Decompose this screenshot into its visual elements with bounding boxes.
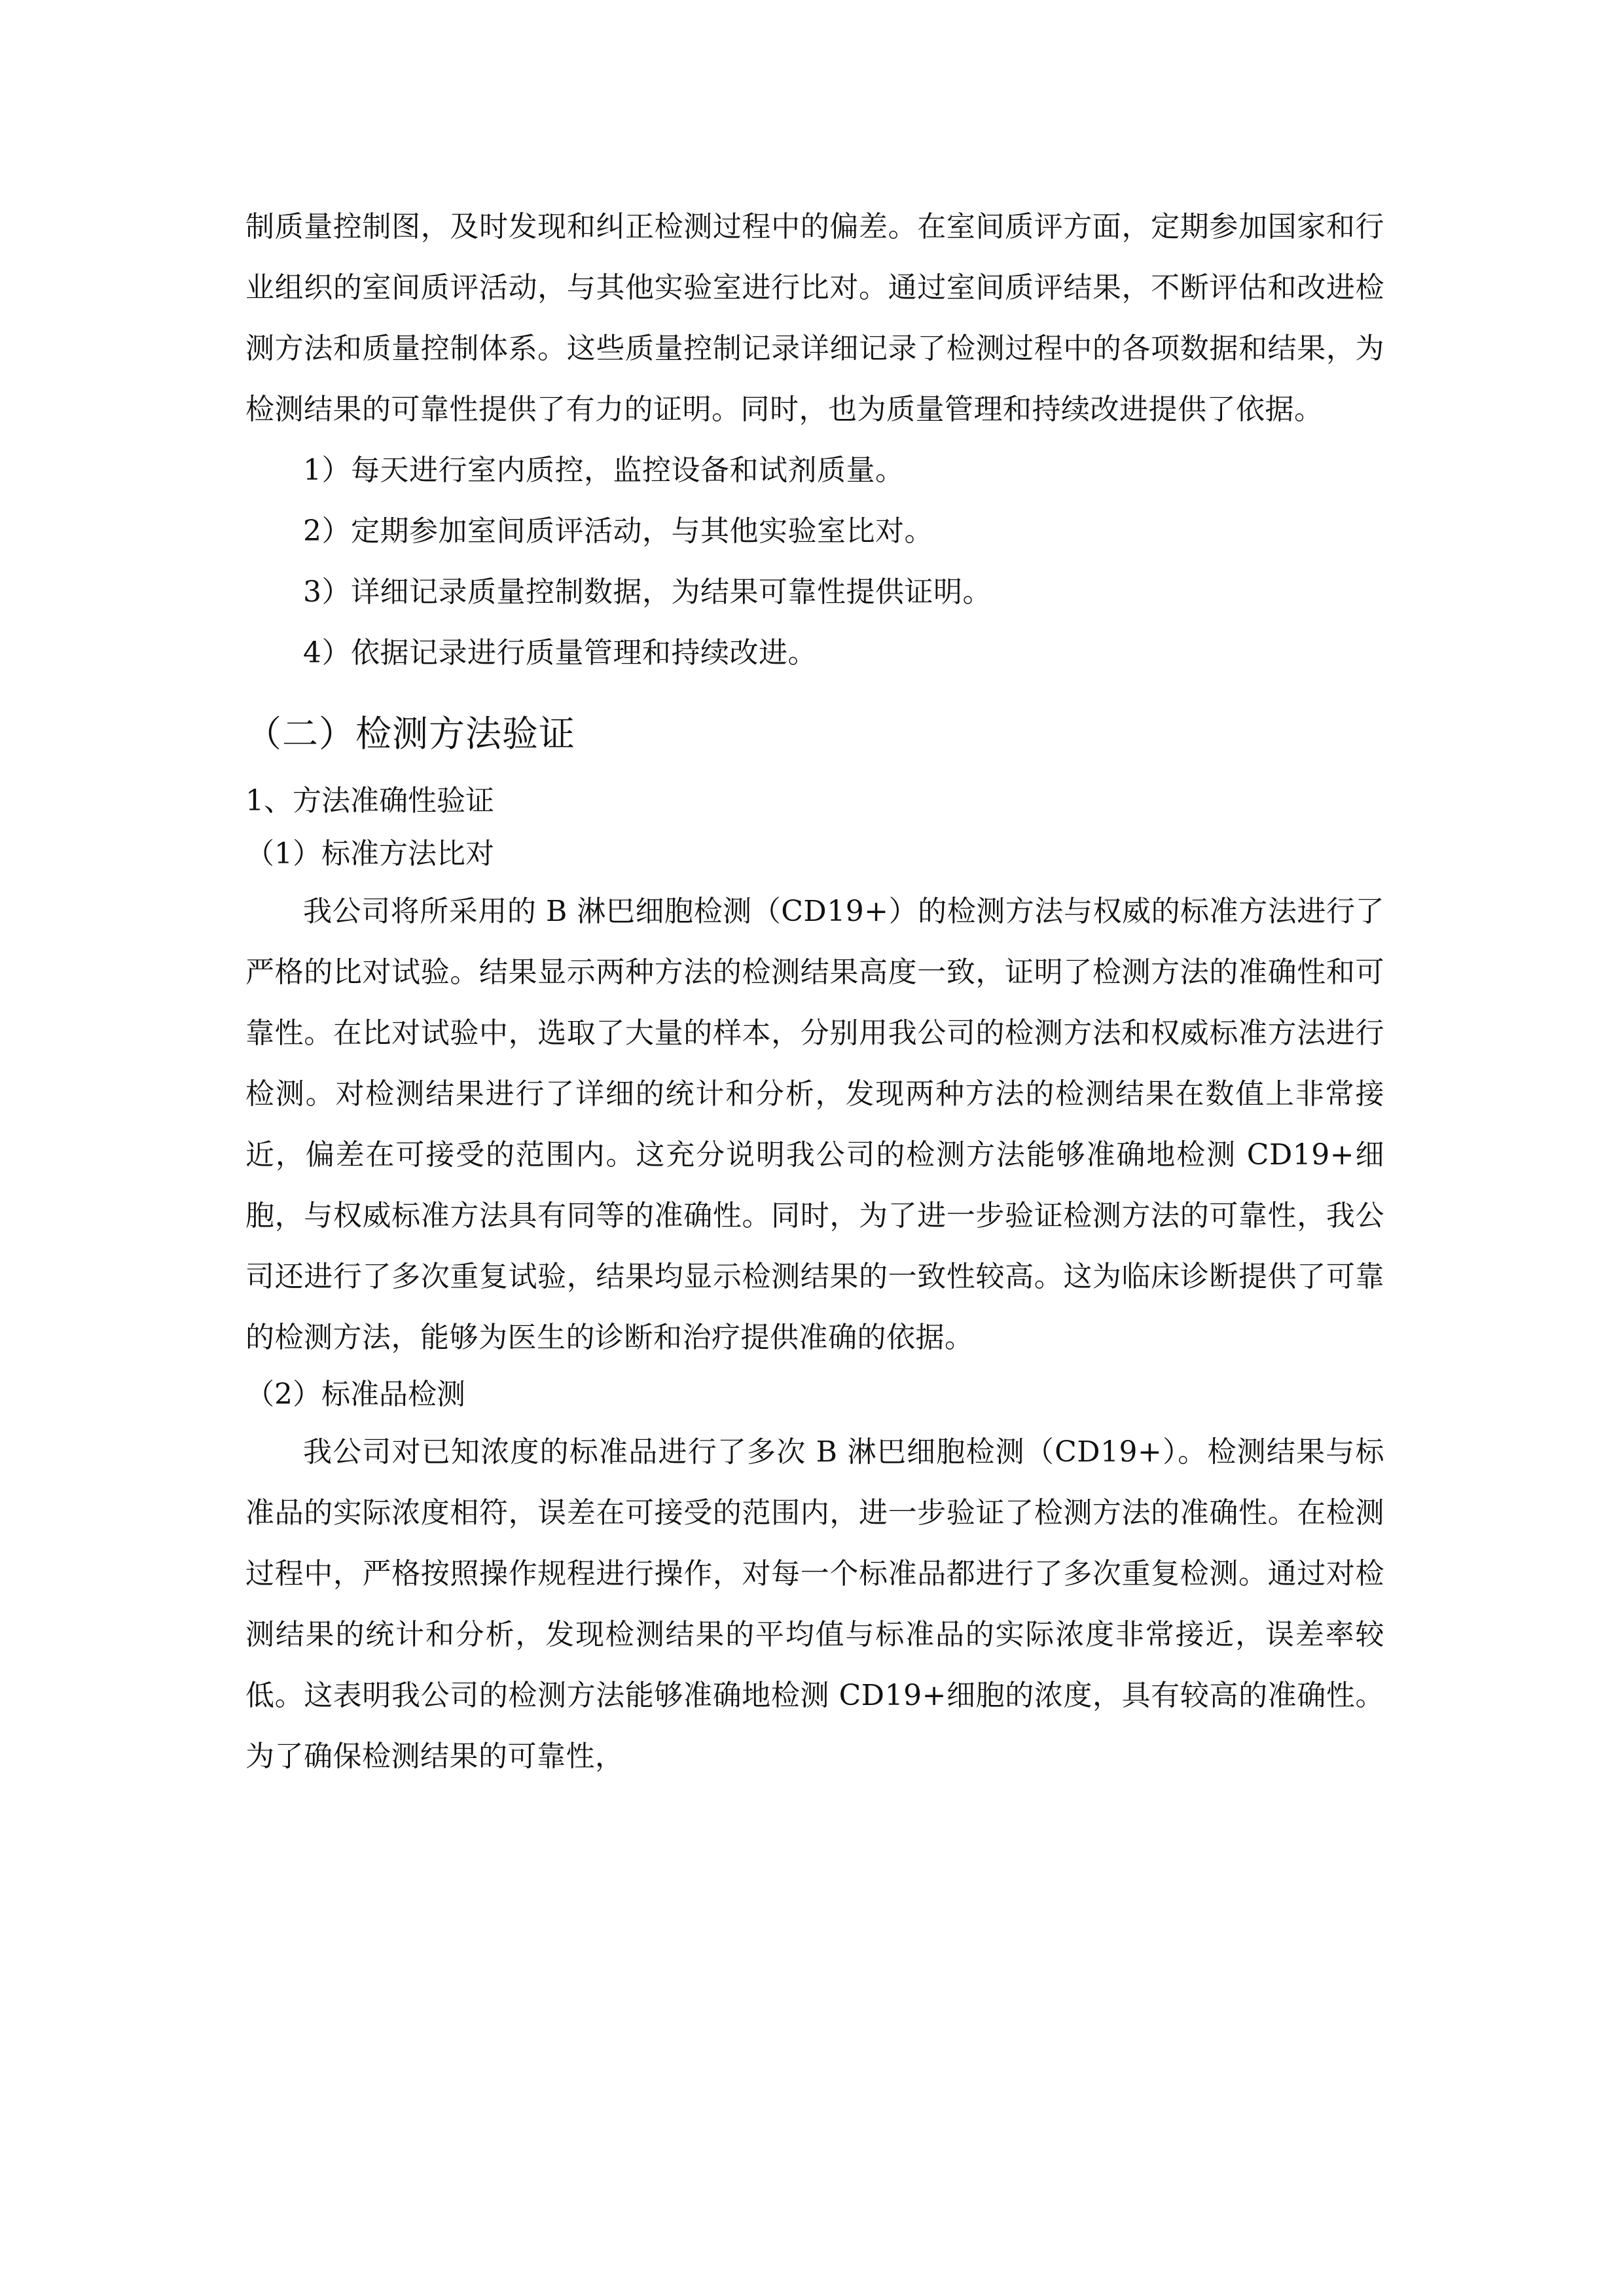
list-item: 4）依据记录进行质量管理和持续改进。: [303, 636, 817, 670]
quality-control-list: [245, 440, 1384, 683]
list-item: 1）每天进行室内质控，监控设备和试剂质量。: [303, 454, 905, 487]
sub-2-paragraph: 我公司对已知浓度的标准品进行了多次 B 淋巴细胞检测（CD19+）。检测结果与标准品的实际浓度相符，误差在可接受的范围内，进一步验证了检测方法的准确性。在检测过程中，严格按照操作规程进行操作，对每一个标准品都进行了多次重复检测。通过对检测结果的统计和分析，发现检测结果的平均值与标准品的实际浓度非常接近，误差率较低。这表明我公司的检测方法能够准确地检测 CD19+细胞的浓度，具有较高的准确性。为了确保检测结果的可靠性，: [245, 1435, 1384, 1773]
intro-paragraph: 制质量控制图，及时发现和纠正检测过程中的偏差。在室间质评方面，定期参加国家和行业组织的室间质评活动，与其他实验室进行比对。通过室间质评结果，不断评估和改进检测方法和质量控制体系。这些质量控制记录详细记录了检测过程中的各项数据和结果，为检测结果的可靠性提供了有力的证明。同时，也为质量管理和持续改进提供了依据。: [245, 210, 1384, 426]
subsection-heading: 1、方法准确性验证: [245, 784, 494, 817]
sub-1-paragraph: 我公司将所采用的 B 淋巴细胞检测（CD19+）的检测方法与权威的标准方法进行了严格的比对试验。结果显示两种方法的检测结果高度一致，证明了检测方法的准确性和可靠性。在比对试验中，选取了大量的样本，分别用我公司的检测方法和权威标准方法进行检测。对检测结果进行了详细的统计和分析，发现两种方法的检测结果在数值上非常接近，偏差在可接受的范围内。这充分说明我公司的检测方法能够准确地检测 CD19+细胞，与权威标准方法具有同等的准确性。同时，为了进一步验证检测方法的可靠性，我公司还进行了多次重复试验，结果均显示检测结果的一致性较高。这为临床诊断提供了可靠的检测方法，能够为医生的诊断和治疗提供准确的依据。: [245, 895, 1384, 1354]
sub-2-heading: （2）标准品检测: [245, 1378, 465, 1411]
section-heading: （二）检测方法验证: [245, 713, 576, 755]
sub-1-heading: （1）标准方法比对: [245, 837, 494, 870]
list-item: 2）定期参加室间质评活动，与其他实验室比对。: [303, 514, 933, 548]
page-content: [245, 196, 1384, 1787]
list-item: 3）详细记录质量控制数据，为结果可靠性提供证明。: [303, 575, 992, 609]
